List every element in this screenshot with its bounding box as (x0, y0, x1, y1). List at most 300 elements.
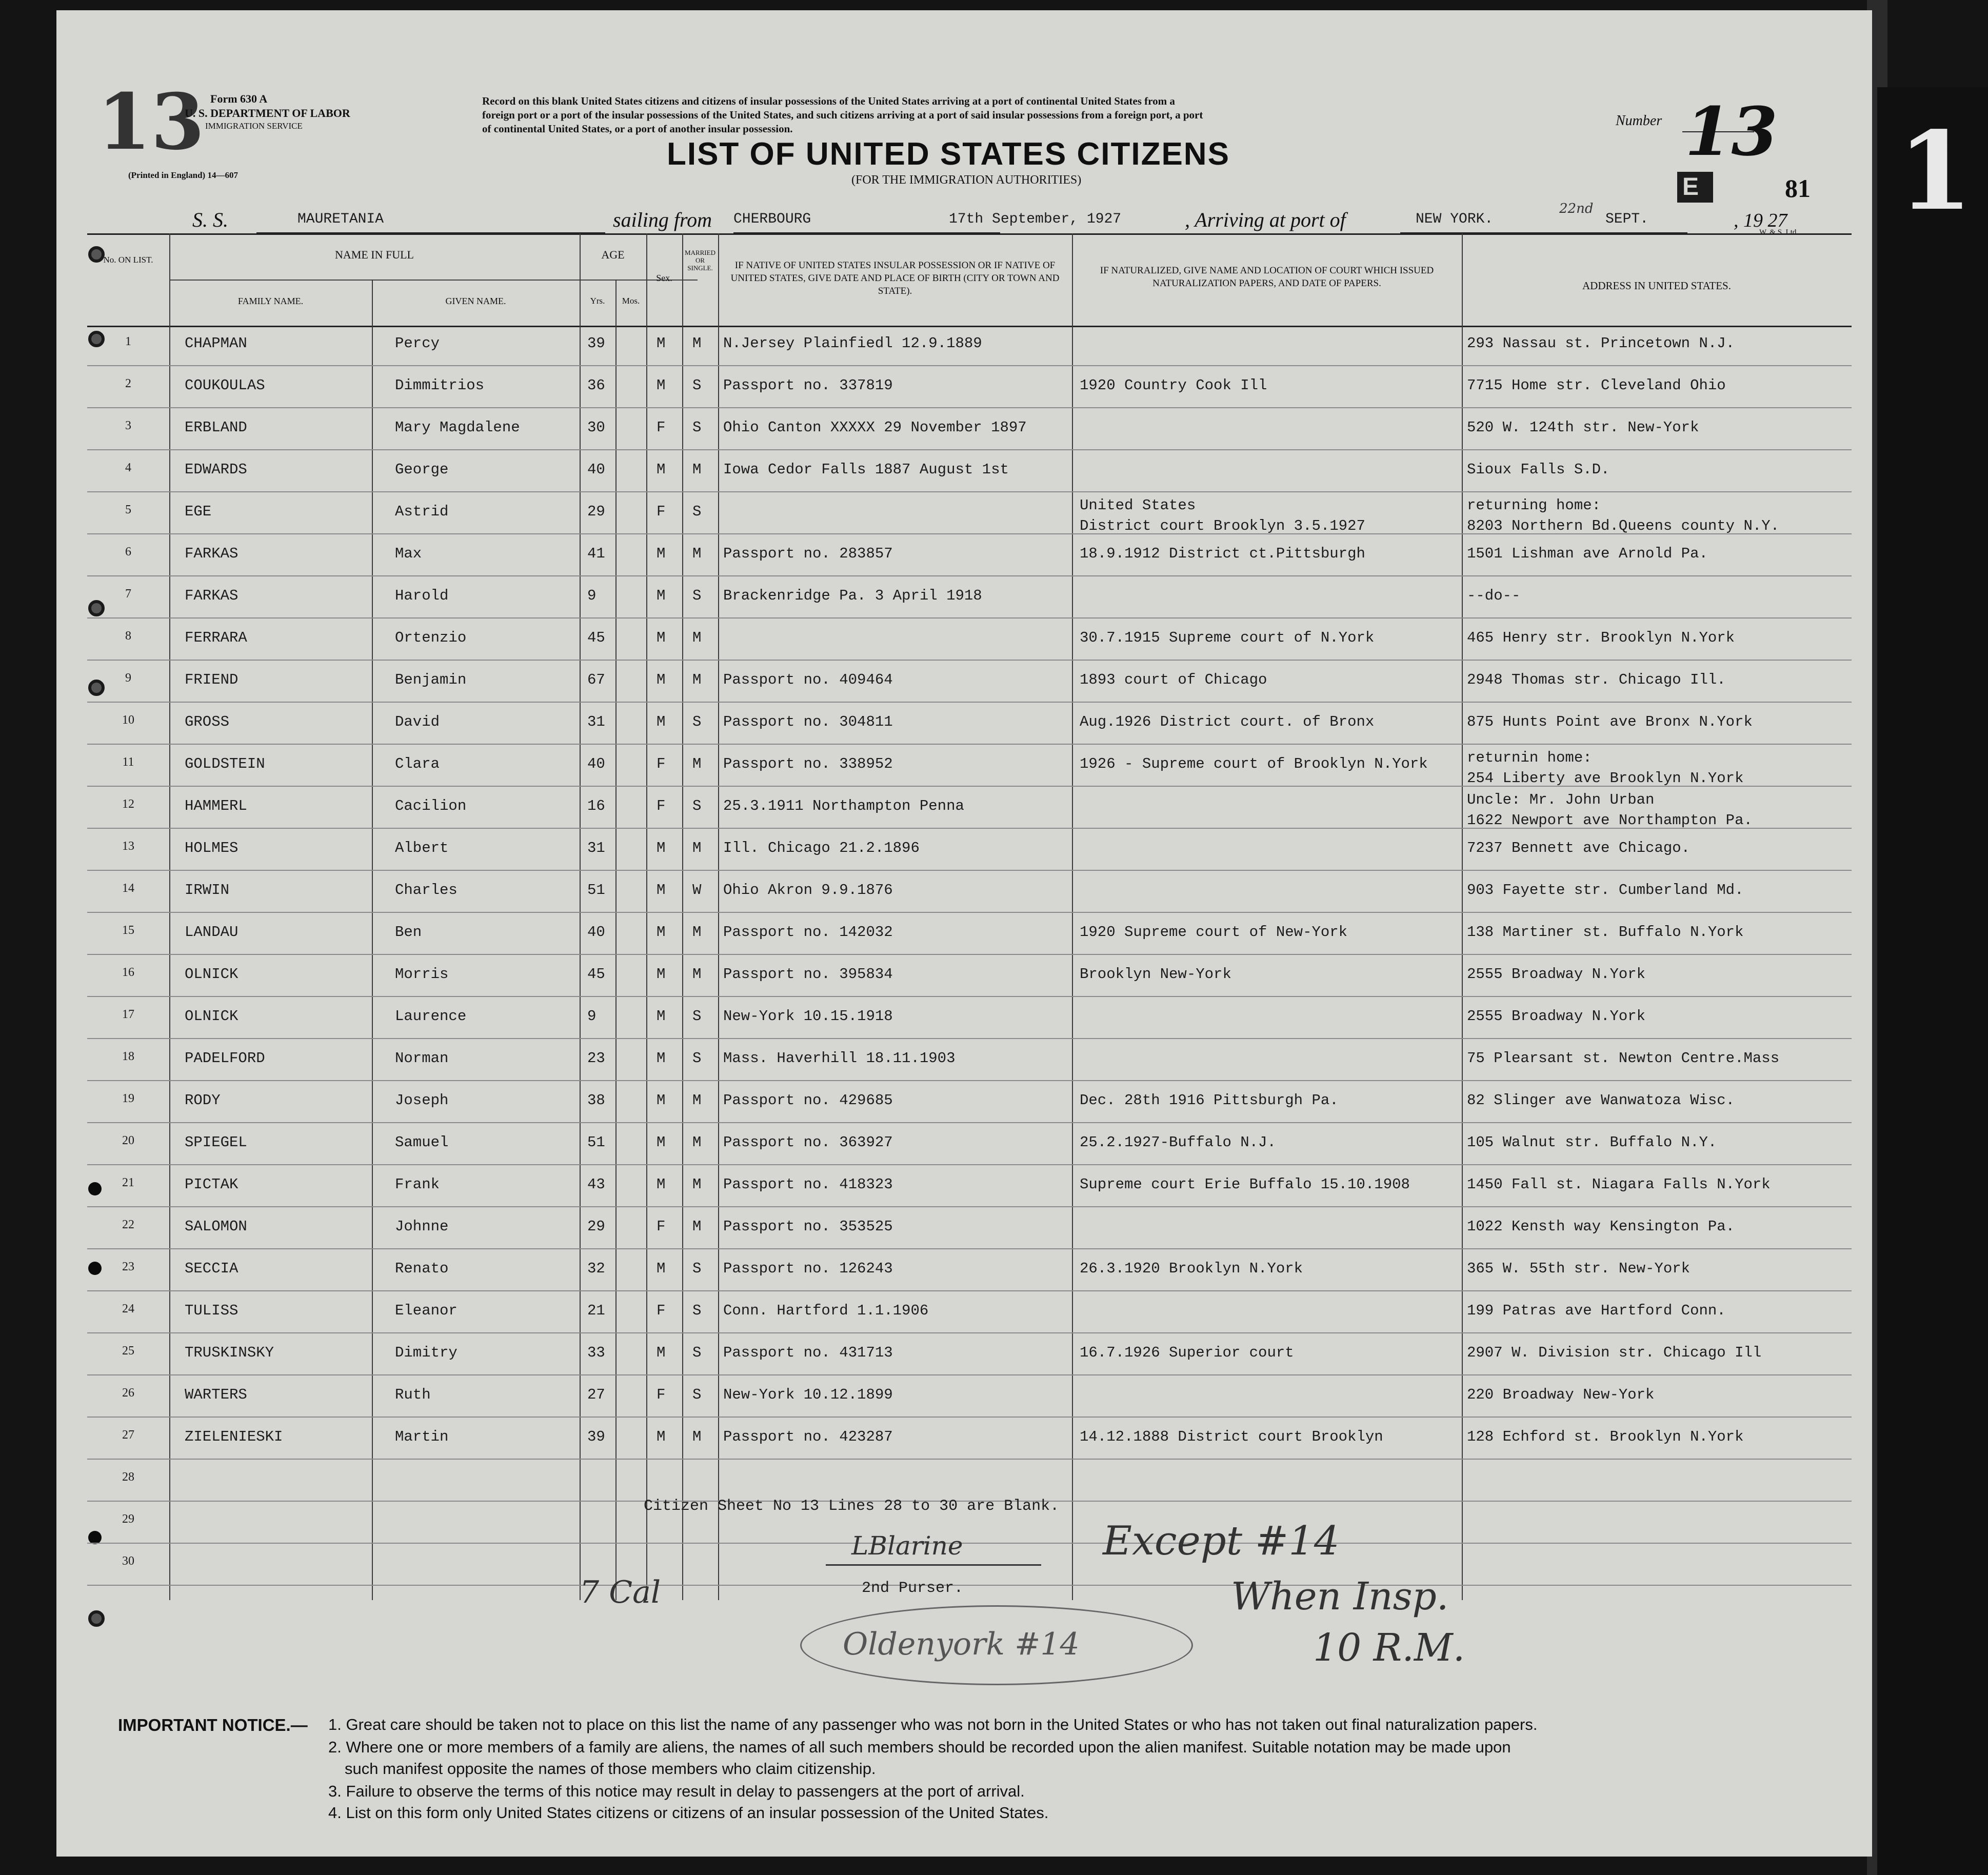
address: 7237 Bennett ave Chicago. (1467, 840, 1691, 856)
marital-status: W (692, 882, 702, 899)
naturalization: 1893 court of Chicago (1080, 671, 1267, 688)
next-page-fragment: 1 (1898, 108, 1973, 234)
notice-item-3: 3. Failure to observe the terms of this notice may result in delay to passengers at the port of arrival. (328, 1782, 1025, 1800)
birth-or-passport: Brackenridge Pa. 3 April 1918 (723, 587, 982, 604)
sex: F (657, 797, 666, 814)
age-years: 67 (587, 671, 605, 688)
address: returnin home: (1467, 749, 1592, 766)
handwritten-time: 10 R.M. (1313, 1626, 1465, 1670)
marital-status: M (692, 1092, 702, 1109)
address: 2555 Broadway N.York (1467, 1008, 1646, 1025)
given-name: Johnne (395, 1218, 449, 1235)
table-row (87, 1419, 1852, 1459)
birth-or-passport: Passport no. 423287 (723, 1428, 893, 1445)
table-row (87, 830, 1852, 870)
given-name: Norman (395, 1050, 449, 1067)
handwritten-oval (800, 1605, 1193, 1685)
given-name: Percy (395, 335, 440, 352)
address: 199 Patras ave Hartford Conn. (1467, 1302, 1726, 1319)
row-rule (87, 1290, 1852, 1291)
marital-status: S (692, 797, 702, 814)
table-row (87, 620, 1852, 660)
given-name: Albert (395, 840, 449, 856)
row-rule (87, 1585, 1852, 1586)
handwritten-list-number: 13 (1685, 92, 1778, 171)
address: 520 W. 124th str. New-York (1467, 419, 1699, 436)
given-name: Eleanor (395, 1302, 458, 1319)
naturalization: 30.7.1915 Supreme court of N.York (1080, 629, 1375, 646)
marital-status: M (692, 1134, 702, 1151)
page-title: LIST OF UNITED STATES CITIZENS (667, 136, 1230, 172)
naturalization-line-2: District court Brooklyn 3.5.1927 (1080, 517, 1365, 534)
age-years: 16 (587, 797, 605, 814)
address: 2907 W. Division str. Chicago Ill (1467, 1344, 1762, 1361)
row-number: 3 (125, 419, 131, 432)
table-row (87, 1209, 1852, 1248)
family-name: SECCIA (185, 1260, 238, 1277)
marital-status: M (692, 1218, 702, 1235)
row-number: 5 (125, 503, 131, 516)
naturalization: 25.2.1927-Buffalo N.J. (1080, 1134, 1276, 1151)
table-row (87, 1377, 1852, 1417)
marital-status: M (692, 671, 702, 688)
table-row (87, 410, 1852, 449)
sex: M (657, 461, 666, 478)
age-years: 43 (587, 1176, 605, 1193)
age-years: 40 (587, 461, 605, 478)
naturalization: Supreme court Erie Buffalo 15.10.1908 (1080, 1176, 1410, 1193)
sex: M (657, 1134, 666, 1151)
family-name: HOLMES (185, 840, 238, 856)
table-row (87, 1461, 1852, 1501)
marital-status: S (692, 377, 702, 394)
notice-item-2: 2. Where one or more members of a family are aliens, the names of all such members should be recorded upon the alien manifest. Suitable notation may be made upon (328, 1738, 1511, 1756)
age-years: 23 (587, 1050, 605, 1067)
marital-status: M (692, 1428, 702, 1445)
address: 465 Henry str. Brooklyn N.York (1467, 629, 1735, 646)
naturalization: 16.7.1926 Superior court (1080, 1344, 1294, 1361)
header-mos: Mos. (622, 296, 640, 306)
family-name: ERBLAND (185, 419, 247, 436)
arriving-label: , Arriving at port of (1185, 208, 1346, 231)
given-name: Charles (395, 882, 458, 899)
naturalization: 26.3.1920 Brooklyn N.York (1080, 1260, 1303, 1277)
marital-status: S (692, 1050, 702, 1067)
naturalization: 1920 Country Cook Ill (1080, 377, 1267, 394)
age-years: 38 (587, 1092, 605, 1109)
header-age: AGE (601, 248, 625, 261)
form-number: Form 630 A (210, 92, 268, 105)
table-row (87, 1083, 1852, 1122)
sex: M (657, 377, 666, 394)
birth-or-passport: Ohio Akron 9.9.1876 (723, 882, 893, 899)
sex: M (657, 1428, 666, 1445)
address: Uncle: Mr. John Urban (1467, 791, 1655, 808)
family-name: GROSS (185, 713, 230, 730)
marital-status: S (692, 1386, 702, 1403)
printer-mark: W. & S. Ltd. (1759, 228, 1799, 236)
family-name: PADELFORD (185, 1050, 265, 1067)
given-name: Ruth (395, 1386, 431, 1403)
table-row (87, 1167, 1852, 1206)
given-name: Harold (395, 587, 449, 604)
table-row (87, 788, 1852, 828)
row-number: 13 (122, 840, 134, 853)
row-number: 7 (125, 587, 131, 601)
given-name: Mary Magdalene (395, 419, 520, 436)
sex: F (657, 419, 666, 436)
given-name: Dimitry (395, 1344, 458, 1361)
table-row (87, 999, 1852, 1038)
row-number: 10 (122, 713, 134, 727)
sex: M (657, 1050, 666, 1067)
family-name: HAMMERL (185, 797, 247, 814)
table-row (87, 1251, 1852, 1290)
birth-or-passport: 25.3.1911 Northampton Penna (723, 797, 964, 814)
family-name: SPIEGEL (185, 1134, 247, 1151)
family-name: FERRARA (185, 629, 247, 646)
notice-item-2-cont: such manifest opposite the names of those members who claim citizenship. (345, 1760, 876, 1778)
given-name: Samuel (395, 1134, 449, 1151)
row-rule (87, 1417, 1852, 1418)
row-rule (87, 1374, 1852, 1375)
header-name-in-full: NAME IN FULL (335, 248, 414, 261)
birth-or-passport: New-York 10.15.1918 (723, 1008, 893, 1025)
given-name: Joseph (395, 1092, 449, 1109)
row-number: 12 (122, 797, 134, 811)
table-row (87, 914, 1852, 954)
port-from: CHERBOURG (733, 211, 811, 227)
age-years: 41 (587, 545, 605, 562)
row-rule (87, 660, 1852, 661)
age-years: 45 (587, 629, 605, 646)
address: 365 W. 55th str. New-York (1467, 1260, 1691, 1277)
header-given-name: GIVEN NAME. (445, 296, 506, 306)
ss-label: S. S. (192, 208, 228, 231)
sex: M (657, 966, 666, 983)
table-row (87, 1293, 1852, 1332)
row-number: 23 (122, 1260, 134, 1273)
row-rule (87, 449, 1852, 450)
table-row (87, 368, 1852, 407)
row-number: 29 (122, 1512, 134, 1526)
age-years: 40 (587, 755, 605, 772)
family-name: COUKOULAS (185, 377, 265, 394)
age-years: 31 (587, 713, 605, 730)
header-married: MARRIED OR SINGLE. (685, 249, 715, 272)
address: --do-- (1467, 587, 1521, 604)
purser-signature: LBlarine (851, 1531, 963, 1561)
birth-or-passport: New-York 10.12.1899 (723, 1386, 893, 1403)
birth-or-passport: Iowa Cedor Falls 1887 August 1st (723, 461, 1009, 478)
row-number: 4 (125, 461, 131, 474)
header-family-name: FAMILY NAME. (237, 296, 304, 306)
handwritten-oval-text: Oldenyork #14 (843, 1626, 1080, 1662)
given-name: Astrid (395, 503, 449, 520)
row-number: 15 (122, 924, 134, 937)
birth-or-passport: Passport no. 431713 (723, 1344, 893, 1361)
age-years: 32 (587, 1260, 605, 1277)
address: 903 Fayette str. Cumberland Md. (1467, 882, 1744, 899)
marital-status: S (692, 1260, 702, 1277)
punch-hole (88, 1610, 105, 1627)
family-name: ZIELENIESKI (185, 1428, 283, 1445)
department: U. S. DEPARTMENT OF LABOR (185, 107, 350, 119)
address: 75 Plearsant st. Newton Centre.Mass (1467, 1050, 1780, 1067)
row-rule (87, 491, 1852, 492)
table-row (87, 1335, 1852, 1374)
given-name: Ortenzio (395, 629, 467, 646)
row-number: 20 (122, 1134, 134, 1147)
family-name: RODY (185, 1092, 221, 1109)
row-rule (87, 1080, 1852, 1081)
sex: M (657, 1092, 666, 1109)
family-name: FRIEND (185, 671, 238, 688)
row-rule (87, 1164, 1852, 1165)
instruction-line-2: foreign port or a port of the insular possessions of the United States, and such citizens arriving at a port of said insular possessions from a foreign port, a port (482, 109, 1203, 121)
row-rule (87, 575, 1852, 576)
header-sub-rule (169, 280, 698, 281)
family-name: TULISS (185, 1302, 238, 1319)
sex: M (657, 1344, 666, 1361)
family-name: WARTERS (185, 1386, 247, 1403)
row-number: 28 (122, 1470, 134, 1484)
age-years: 33 (587, 1344, 605, 1361)
row-number: 18 (122, 1050, 134, 1063)
notice-label: IMPORTANT NOTICE.— (118, 1716, 308, 1734)
row-number: 6 (125, 545, 131, 558)
row-number: 19 (122, 1092, 134, 1105)
row-number: 14 (122, 882, 134, 895)
sex: M (657, 629, 666, 646)
address: 293 Nassau st. Princetown N.J. (1467, 335, 1735, 352)
sex: M (657, 671, 666, 688)
row-number: 11 (122, 755, 134, 769)
address: Sioux Falls S.D. (1467, 461, 1610, 478)
marital-status: S (692, 419, 702, 436)
table-top-rule (87, 233, 1852, 235)
number-label: Number (1616, 113, 1662, 129)
ship-name: MAURETANIA (297, 211, 384, 227)
address: 1022 Kensth way Kensington Pa. (1467, 1218, 1735, 1235)
table-row (87, 452, 1852, 491)
birth-or-passport: Passport no. 418323 (723, 1176, 893, 1193)
sex: F (657, 503, 666, 520)
row-number: 17 (122, 1008, 134, 1021)
sex: F (657, 1302, 666, 1319)
notice-block (328, 1716, 1841, 1839)
naturalization: Aug.1926 District court. of Bronx (1080, 713, 1375, 730)
birth-or-passport: Passport no. 142032 (723, 924, 893, 941)
birth-or-passport: Passport no. 283857 (723, 545, 893, 562)
given-name: Max (395, 545, 422, 562)
row-number: 2 (125, 377, 131, 390)
address: 82 Slinger ave Wanwatoza Wisc. (1467, 1092, 1735, 1109)
age-years: 9 (587, 1008, 597, 1025)
table-row (87, 704, 1852, 744)
sex: M (657, 713, 666, 730)
age-years: 30 (587, 419, 605, 436)
marital-status: M (692, 840, 702, 856)
birth-or-passport: Passport no. 409464 (723, 671, 893, 688)
age-years: 21 (587, 1302, 605, 1319)
family-name: CHAPMAN (185, 335, 247, 352)
address: returning home: (1467, 497, 1601, 514)
sex: M (657, 335, 666, 352)
marital-status: M (692, 461, 702, 478)
table-row (87, 872, 1852, 912)
table-row (87, 1041, 1852, 1080)
header-native: IF NATIVE OF UNITED STATES INSULAR POSSESSION OR IF NATIVE OF UNITED STATES, GIVE DATE AND PLACE OF BIRTH (CITY OR TOWN AND STATE). (730, 260, 1060, 296)
row-rule (87, 1122, 1852, 1123)
table-row (87, 536, 1852, 575)
arrival-month: SEPT. (1605, 211, 1649, 227)
row-number: 21 (122, 1176, 134, 1189)
given-name: Cacilion (395, 797, 467, 814)
notice-item-4: 4. List on this form only United States citizens or citizens of an insular possession of the United States. (328, 1804, 1049, 1822)
port-to: NEW YORK. (1416, 211, 1494, 227)
sex: M (657, 1176, 666, 1193)
header-sex: Sex. (656, 273, 672, 283)
row-rule (87, 702, 1852, 703)
age-years: 27 (587, 1386, 605, 1403)
family-name: PICTAK (185, 1176, 238, 1193)
notice-item-1: 1. Great care should be taken not to place on this list the name of any passenger who was not born in the United States or who has not taken out final naturalization papers. (328, 1716, 1538, 1733)
given-name: George (395, 461, 449, 478)
address: 2555 Broadway N.York (1467, 966, 1646, 983)
age-years: 29 (587, 1218, 605, 1235)
row-number: 9 (125, 671, 131, 685)
family-name: IRWIN (185, 882, 230, 899)
address: 1450 Fall st. Niagara Falls N.York (1467, 1176, 1771, 1193)
family-name: FARKAS (185, 587, 238, 604)
family-name: OLNICK (185, 966, 238, 983)
marital-status: M (692, 924, 702, 941)
birth-or-passport: Passport no. 304811 (723, 713, 893, 730)
marital-status: M (692, 966, 702, 983)
address-line-2: 8203 Northern Bd.Queens county N.Y. (1467, 517, 1780, 534)
age-years: 45 (587, 966, 605, 983)
stamp-block (1677, 172, 1713, 203)
arrival-day: 22nd (1559, 201, 1594, 216)
sailing-from-label: sailing from (613, 208, 712, 231)
marital-status: M (692, 755, 702, 772)
family-name: GOLDSTEIN (185, 755, 265, 772)
table-row (87, 956, 1852, 996)
family-name: FARKAS (185, 545, 238, 562)
service: IMMIGRATION SERVICE (205, 121, 303, 131)
address-line-2: 254 Liberty ave Brooklyn N.York (1467, 770, 1744, 787)
handwritten-initials: 7 Cal (580, 1574, 661, 1610)
table-row (87, 746, 1852, 786)
table-row (87, 662, 1852, 702)
instruction-line-3: of continental United States, or a port of another insular possession. (482, 123, 793, 135)
header-address: ADDRESS IN UNITED STATES. (1582, 280, 1731, 292)
row-rule (87, 870, 1852, 871)
age-years: 40 (587, 924, 605, 941)
naturalization: 14.12.1888 District court Brooklyn (1080, 1428, 1383, 1445)
birth-or-passport: N.Jersey Plainfiedl 12.9.1889 (723, 335, 982, 352)
given-name: David (395, 713, 440, 730)
row-rule (87, 1038, 1852, 1039)
sex: M (657, 882, 666, 899)
family-name: EGE (185, 503, 212, 520)
row-rule (87, 996, 1852, 997)
given-name: Morris (395, 966, 449, 983)
birth-or-passport: Passport no. 126243 (723, 1260, 893, 1277)
arrival-year: , 19 27 (1734, 210, 1787, 231)
sex: F (657, 1386, 666, 1403)
sex: M (657, 1260, 666, 1277)
given-name: Laurence (395, 1008, 467, 1025)
birth-or-passport: Passport no. 337819 (723, 377, 893, 394)
given-name: Benjamin (395, 671, 467, 688)
sex: M (657, 1008, 666, 1025)
table-row (87, 1125, 1852, 1164)
header-yrs: Yrs. (590, 296, 605, 306)
marital-status: S (692, 1008, 702, 1025)
address: 138 Martiner st. Buffalo N.York (1467, 924, 1744, 941)
row-number: 25 (122, 1344, 134, 1358)
instruction-line-1: Record on this blank United States citizens and citizens of insular possessions of the United States arriving at a port of continental United States from a (482, 95, 1175, 107)
age-years: 51 (587, 1134, 605, 1151)
row-rule (87, 1248, 1852, 1249)
row-number: 8 (125, 629, 131, 643)
row-number: 1 (125, 335, 131, 348)
marital-status: M (692, 335, 702, 352)
age-years: 29 (587, 503, 605, 520)
family-name: LANDAU (185, 924, 238, 941)
birth-or-passport: Passport no. 395834 (723, 966, 893, 983)
stamp-number: 81 (1785, 174, 1811, 203)
row-rule (87, 954, 1852, 955)
departure-date: 17th September, 1927 (949, 211, 1122, 227)
table-row (87, 578, 1852, 617)
given-name: Renato (395, 1260, 449, 1277)
naturalization: United States (1080, 497, 1196, 514)
row-number: 16 (122, 966, 134, 979)
birth-or-passport: Passport no. 429685 (723, 1092, 893, 1109)
naturalization: 1920 Supreme court of New-York (1080, 924, 1348, 941)
given-name: Ben (395, 924, 422, 941)
given-name: Dimmitrios (395, 377, 485, 394)
birth-or-passport: Passport no. 363927 (723, 1134, 893, 1151)
marital-status: S (692, 503, 702, 520)
row-rule (87, 407, 1852, 408)
age-years: 39 (587, 1428, 605, 1445)
address: 105 Walnut str. Buffalo N.Y. (1467, 1134, 1717, 1151)
family-name: SALOMON (185, 1218, 247, 1235)
row-rule (87, 1459, 1852, 1460)
row-rule (87, 912, 1852, 913)
address: 128 Echford st. Brooklyn N.York (1467, 1428, 1744, 1445)
sex: F (657, 755, 666, 772)
birth-or-passport: Mass. Haverhill 18.11.1903 (723, 1050, 956, 1067)
signature-rule (826, 1564, 1041, 1566)
blank-lines-note: Citizen Sheet No 13 Lines 28 to 30 are Blank. (644, 1498, 1060, 1515)
row-number: 22 (122, 1218, 134, 1231)
marital-status: S (692, 713, 702, 730)
sex: M (657, 587, 666, 604)
table-row (87, 494, 1852, 533)
page-subtitle: (FOR THE IMMIGRATION AUTHORITIES) (851, 173, 1082, 187)
stamp-letter: E (1682, 173, 1699, 201)
given-name: Martin (395, 1428, 449, 1445)
marital-status: M (692, 1176, 702, 1193)
given-name: Frank (395, 1176, 440, 1193)
sex: F (657, 1218, 666, 1235)
age-years: 51 (587, 882, 605, 899)
